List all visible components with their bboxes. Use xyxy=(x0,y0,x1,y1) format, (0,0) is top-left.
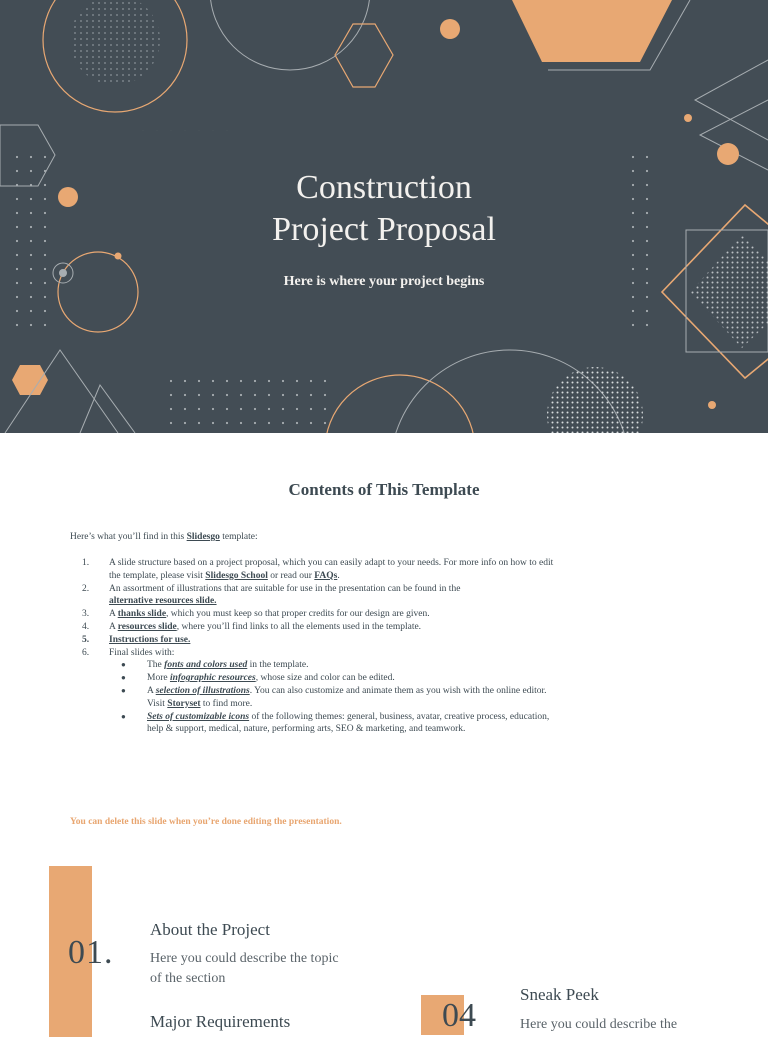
list-text: the template, please visit xyxy=(109,570,206,581)
list-number: 1. xyxy=(82,558,90,568)
resources-slide-link[interactable]: resources slide xyxy=(117,621,177,632)
slidesgo-link[interactable]: Slidesgo xyxy=(186,532,220,542)
contents-slide xyxy=(0,433,768,853)
section-description: Here you could describe the topic of the section xyxy=(150,951,339,986)
list-number: 5. xyxy=(82,634,90,645)
cover-title-line1: Construction xyxy=(296,169,472,206)
sub-list-item xyxy=(70,659,630,672)
list-item xyxy=(70,647,630,660)
list-text: . You can also customize and animate them as you wish with the online editor. xyxy=(249,685,547,696)
storyset-link[interactable]: Storyset xyxy=(167,698,201,709)
faqs-link[interactable]: FAQs xyxy=(314,570,338,581)
list-text: , which you must keep so that proper credits for our design are given. xyxy=(166,609,430,620)
list-number: 3. xyxy=(82,609,90,620)
list-item xyxy=(70,583,630,609)
instructions-link[interactable]: Instructions for use. xyxy=(109,634,191,645)
list-text: to find more. xyxy=(200,698,253,709)
list-item xyxy=(70,557,630,583)
list-text: A xyxy=(109,609,118,620)
illustrations-link[interactable]: selection of illustrations xyxy=(155,685,250,696)
section-number: 01. xyxy=(68,934,114,971)
contents-intro xyxy=(70,532,258,542)
list-text: or read our xyxy=(267,570,315,581)
list-number: 4. xyxy=(82,621,90,632)
list-number: 6. xyxy=(82,647,90,658)
cover-title-line2: Project Proposal xyxy=(272,211,496,248)
icons-link[interactable]: Sets of customizable icons xyxy=(147,711,250,722)
infographic-link[interactable]: infographic resources xyxy=(169,673,256,684)
alternative-resources-link[interactable]: alternative resources slide. xyxy=(109,596,217,607)
list-text: help & support, medical, nature, performing arts, SEO & marketing, and teamwork. xyxy=(147,724,466,735)
cover-title xyxy=(0,167,768,251)
list-text: Final slides with: xyxy=(109,647,175,658)
list-text: A xyxy=(147,685,156,696)
intro-suffix: template: xyxy=(219,532,258,542)
list-text: An assortment of illustrations that are suitable for use in the presentation can be found in the xyxy=(109,583,461,594)
cover-subtitle: Here is where your project begins xyxy=(283,274,485,289)
bullet-icon: ● xyxy=(121,711,126,721)
section-title-sneak-peek: Sneak Peek xyxy=(520,985,599,1004)
section-number: 04 xyxy=(442,997,476,1034)
bullet-icon: ● xyxy=(121,685,126,695)
slidesgo-school-link[interactable]: Slidesgo School xyxy=(205,570,268,581)
list-text: of the following themes: general, business, avatar, creative process, education, xyxy=(249,711,550,722)
delete-note: You can delete this slide when you’re done editing the presentation. xyxy=(70,817,342,827)
section-title-about: About the Project xyxy=(150,920,270,939)
thanks-slide-link[interactable]: thanks slide xyxy=(117,609,167,620)
list-number: 2. xyxy=(82,583,90,594)
fonts-colors-link[interactable]: fonts and colors used xyxy=(164,660,248,671)
contents-title: Contents of This Template xyxy=(288,480,480,499)
list-text: A slide structure based on a project proposal, which you can easily adapt to your needs. For more info on how to edit xyxy=(109,558,554,568)
list-text: , where you’ll find links to all the elements used in the template. xyxy=(176,621,422,632)
list-text: , whose size and color can be edited. xyxy=(255,673,395,684)
list-item xyxy=(70,634,630,647)
list-text: in the template. xyxy=(247,660,309,671)
list-text: Visit xyxy=(147,698,168,709)
sub-list-item xyxy=(70,672,630,685)
sub-list-item xyxy=(70,685,630,711)
bullet-icon: ● xyxy=(121,673,126,683)
section-description: Here you could describe the xyxy=(520,1017,678,1032)
contents-list xyxy=(70,557,630,736)
cover-slide xyxy=(0,0,768,433)
section-title-requirements: Major Requirements xyxy=(150,1012,291,1031)
intro-prefix: Here’s what you’ll find in this xyxy=(70,532,187,542)
list-item xyxy=(70,621,630,634)
list-text: More xyxy=(147,673,170,684)
list-item xyxy=(70,608,630,621)
sub-list-item xyxy=(70,711,630,737)
sections-slide xyxy=(0,853,768,1034)
bullet-icon: ● xyxy=(121,660,126,670)
list-text: . xyxy=(337,570,340,581)
list-text: A xyxy=(109,621,118,632)
list-text: The xyxy=(147,660,165,671)
